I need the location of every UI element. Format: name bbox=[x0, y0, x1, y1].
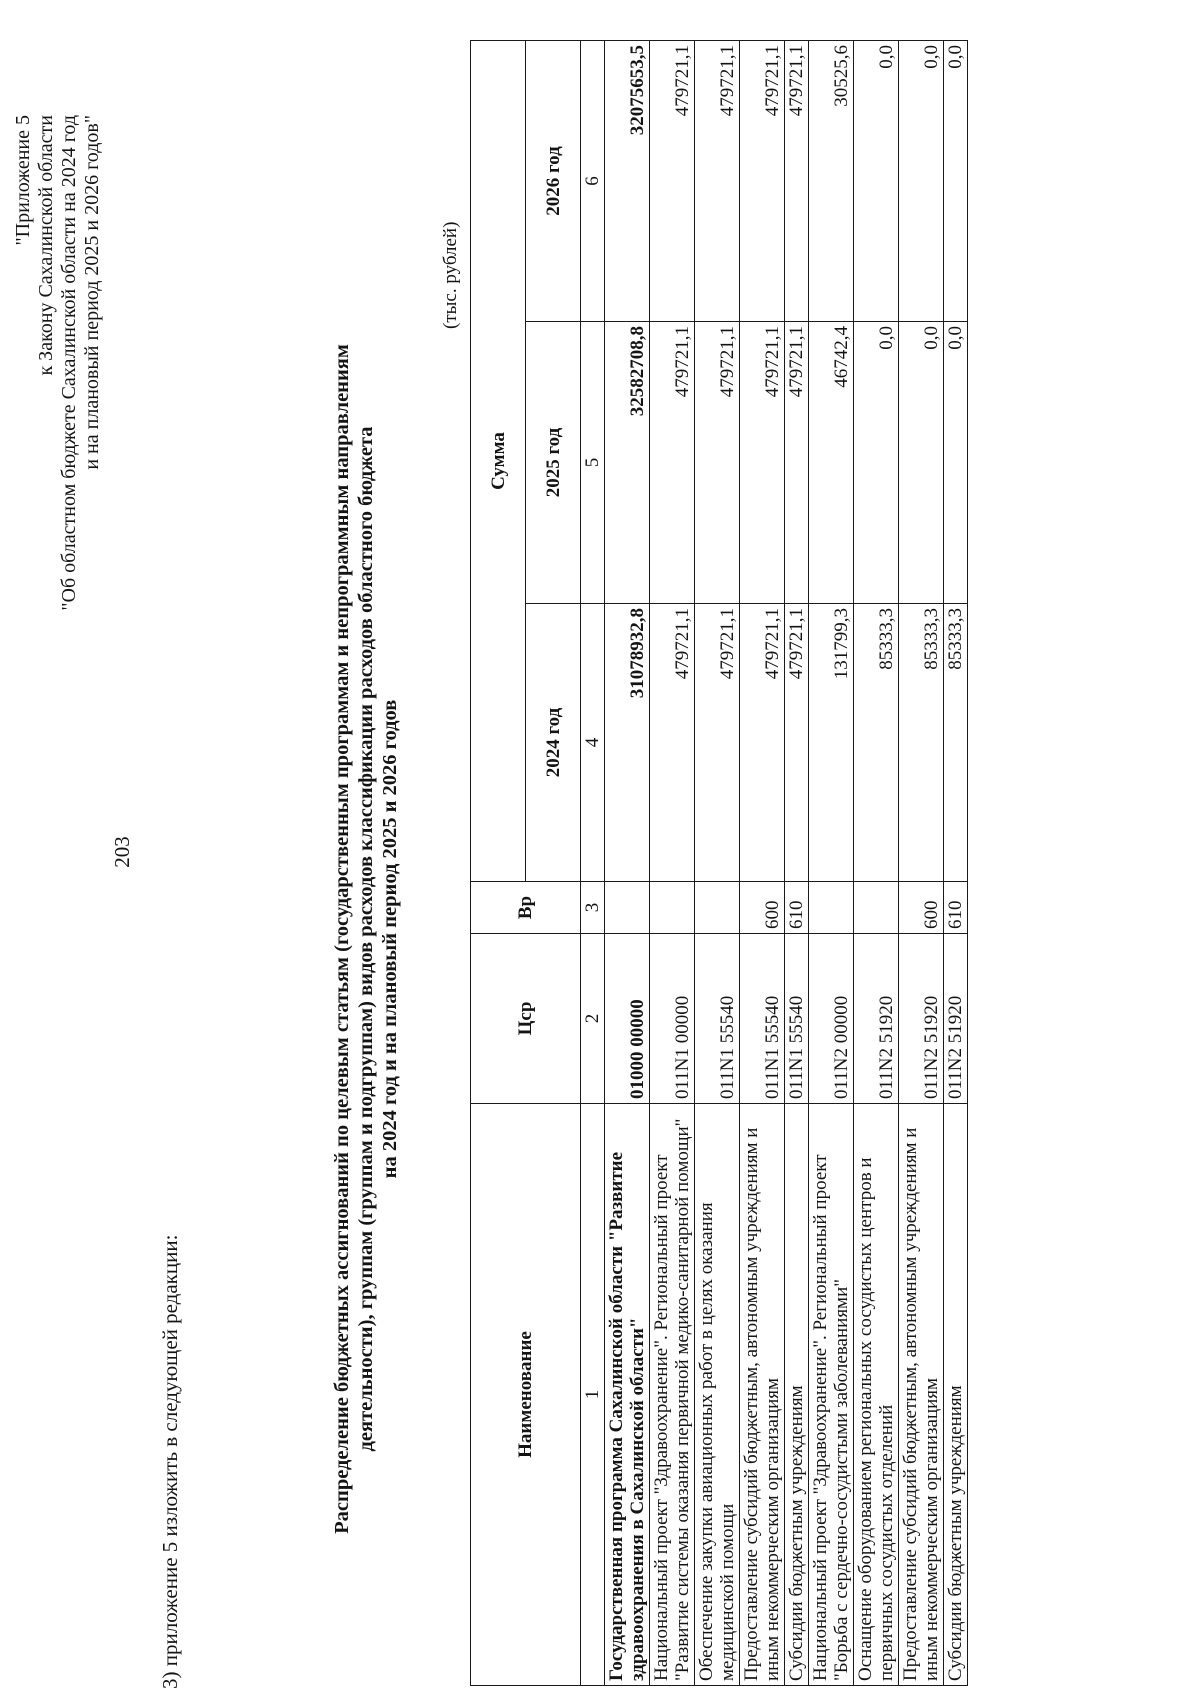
row-vr: 600 bbox=[740, 882, 785, 934]
document-title-line: на 2024 год и на плановый период 2025 и 2026 годов bbox=[379, 699, 401, 1179]
header-name: Наименование bbox=[471, 1104, 581, 1686]
row-csr: 011N2 51920 bbox=[899, 934, 944, 1104]
header-2025: 2025 год bbox=[526, 322, 581, 604]
row-2024: 479721,1 bbox=[695, 604, 740, 882]
row-csr: 01000 00000 bbox=[605, 934, 650, 1104]
row-2024: 31078932,8 bbox=[605, 604, 650, 882]
row-name: Обеспечение закупки авиационных работ в целях оказания медицинской помощи bbox=[695, 1104, 740, 1686]
appendix-header-line: "Приложение 5 bbox=[12, 115, 34, 246]
row-2025: 0,0 bbox=[899, 322, 944, 604]
row-2026: 32075653,5 bbox=[605, 40, 650, 321]
row-name: Предоставление субсидий бюджетным, автономным учреждениям и иным некоммерческим организациям bbox=[899, 1104, 944, 1686]
row-2026: 0,0 bbox=[944, 40, 968, 321]
row-name: Национальный проект "Здравоохранение". Региональный проект "Борьба с сердечно-сосудистыми заболеваниями" bbox=[809, 1104, 854, 1686]
column-number: 5 bbox=[581, 322, 605, 604]
table-row bbox=[944, 40, 968, 1685]
table-row bbox=[740, 40, 785, 1685]
table-row bbox=[650, 40, 695, 1685]
budget-table bbox=[470, 40, 968, 1686]
row-name: Предоставление субсидий бюджетным, автономным учреждениям и иным некоммерческим организациям bbox=[740, 1104, 785, 1686]
row-csr: 011N1 00000 bbox=[650, 934, 695, 1104]
appendix-header-line: "Об областном бюджете Сахалинской области на 2024 год bbox=[58, 115, 80, 611]
row-2026: 479721,1 bbox=[740, 40, 785, 321]
table-row bbox=[899, 40, 944, 1685]
header-sum: Сумма bbox=[471, 40, 526, 881]
header-csr: Цср bbox=[471, 934, 581, 1104]
row-2024: 85333,3 bbox=[854, 604, 899, 882]
appendix-header-line: и на плановый период 2025 и 2026 годов" bbox=[81, 115, 103, 470]
row-2024: 479721,1 bbox=[650, 604, 695, 882]
table-row bbox=[695, 40, 740, 1685]
table-row bbox=[785, 40, 809, 1685]
row-2026: 0,0 bbox=[854, 40, 899, 321]
row-2025: 479721,1 bbox=[695, 322, 740, 604]
row-2024: 479721,1 bbox=[740, 604, 785, 882]
appendix-header-line: к Закону Сахалинской области bbox=[35, 115, 57, 376]
document-title-line: деятельности), группам (группам и подгруппам) видов расходов классификации расходов областного бюджета bbox=[355, 426, 377, 1452]
row-2025: 46742,4 bbox=[809, 322, 854, 604]
row-2025: 479721,1 bbox=[740, 322, 785, 604]
row-2024: 479721,1 bbox=[785, 604, 809, 882]
row-vr bbox=[854, 882, 899, 934]
row-2024: 85333,3 bbox=[899, 604, 944, 882]
column-number: 4 bbox=[581, 604, 605, 882]
row-2026: 479721,1 bbox=[785, 40, 809, 321]
row-csr: 011N2 51920 bbox=[944, 934, 968, 1104]
row-name: Национальный проект "Здравоохранение". Региональный проект "Развитие системы оказания первичной медико-санитарной помощи" bbox=[650, 1104, 695, 1686]
row-vr: 610 bbox=[785, 882, 809, 934]
header-2024: 2024 год bbox=[526, 604, 581, 882]
row-name: Субсидии бюджетным учреждениям bbox=[785, 1104, 809, 1686]
row-vr bbox=[809, 882, 854, 934]
column-number: 3 bbox=[581, 882, 605, 934]
appendix-header bbox=[12, 115, 104, 875]
row-2026: 479721,1 bbox=[695, 40, 740, 321]
document-title bbox=[330, 234, 402, 1644]
row-2024: 85333,3 bbox=[944, 604, 968, 882]
row-vr bbox=[605, 882, 650, 934]
page-number: 203 bbox=[110, 836, 134, 868]
header-2026: 2026 год bbox=[526, 40, 581, 321]
header-vr: Вр bbox=[471, 882, 581, 934]
row-2025: 32582708,8 bbox=[605, 322, 650, 604]
units-note: (тыс. рублей) bbox=[440, 221, 461, 329]
table-row bbox=[605, 40, 650, 1685]
row-csr: 011N2 51920 bbox=[854, 934, 899, 1104]
row-csr: 011N1 55540 bbox=[785, 934, 809, 1104]
row-2025: 479721,1 bbox=[785, 322, 809, 604]
row-name: Оснащение оборудованием региональных сосудистых центров и первичных сосудистых отделений bbox=[854, 1104, 899, 1686]
row-vr bbox=[695, 882, 740, 934]
row-2025: 0,0 bbox=[854, 322, 899, 604]
row-2025: 479721,1 bbox=[650, 322, 695, 604]
row-vr bbox=[650, 882, 695, 934]
document-title-line: Распределение бюджетных ассигнований по целевым статьям (государственным программам и непрограммным направлениям bbox=[331, 344, 353, 1534]
row-vr: 600 bbox=[899, 882, 944, 934]
table-row bbox=[854, 40, 899, 1685]
row-name: Субсидии бюджетным учреждениям bbox=[944, 1104, 968, 1686]
column-number: 2 bbox=[581, 934, 605, 1104]
row-csr: 011N1 55540 bbox=[695, 934, 740, 1104]
column-number: 1 bbox=[581, 1104, 605, 1686]
row-csr: 011N1 55540 bbox=[740, 934, 785, 1104]
table-row bbox=[809, 40, 854, 1685]
row-2026: 0,0 bbox=[899, 40, 944, 321]
column-number: 6 bbox=[581, 40, 605, 321]
row-2026: 479721,1 bbox=[650, 40, 695, 321]
row-csr: 011N2 00000 bbox=[809, 934, 854, 1104]
row-2025: 0,0 bbox=[944, 322, 968, 604]
row-2024: 131799,3 bbox=[809, 604, 854, 882]
row-vr: 610 bbox=[944, 882, 968, 934]
row-name: Государственная программа Сахалинской области "Развитие здравоохранения в Сахалинской области" bbox=[605, 1104, 650, 1686]
intro-line: 3) приложение 5 изложить в следующей редакции: bbox=[158, 1234, 182, 1689]
row-2026: 30525,6 bbox=[809, 40, 854, 321]
